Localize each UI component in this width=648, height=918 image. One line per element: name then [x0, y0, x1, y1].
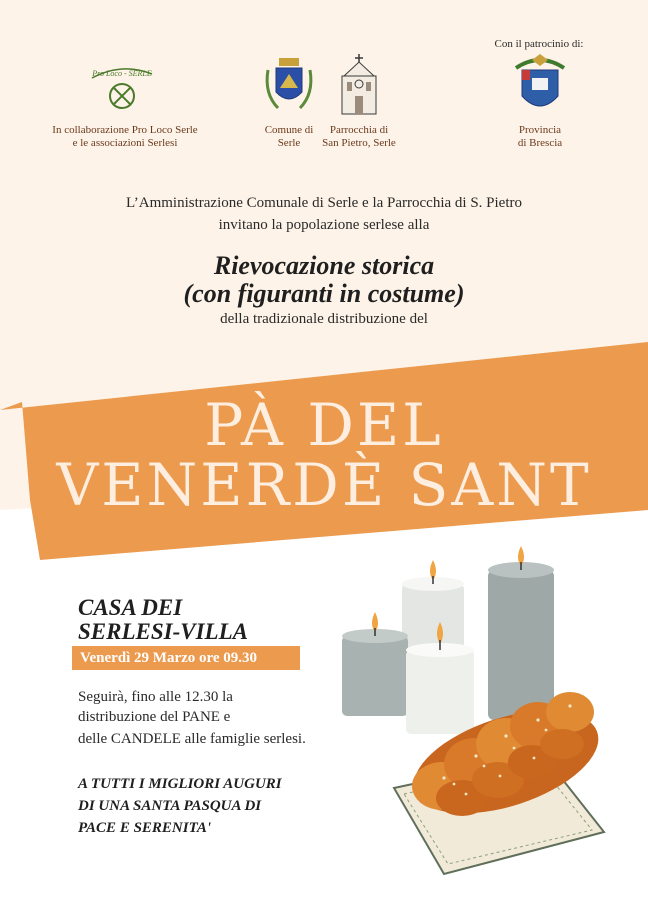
comune-credit	[258, 124, 320, 150]
parrocchia-credit-line1: Parrocchia di	[329, 124, 389, 136]
date-time-bar: Venerdì 29 Marzo ore 09.30	[72, 646, 300, 670]
provincia-credit	[494, 124, 586, 150]
comune-credit-line1: Comune di	[264, 124, 314, 136]
candle-tall-icon	[488, 546, 554, 720]
intro-line1: L’Amministrazione Comunale di Serle e la Parrocchia di S. Pietro	[125, 195, 523, 211]
provincia-credit-line2: di Brescia	[517, 137, 563, 149]
venue-line1: CASA DEI	[78, 595, 183, 620]
parrocchia-credit-line2: San Pietro, Serle	[322, 137, 396, 149]
parrocchia-credit	[314, 124, 404, 150]
proloco-credit-line2: e le associazioni Serlesi	[72, 137, 178, 149]
comune-credit-line2: Serle	[277, 137, 301, 149]
proloco-credit-line1: In collaborazione Pro Loco Serle	[52, 124, 198, 136]
proloco-credit	[40, 124, 210, 150]
wishes-line2: DI UNA SANTA PASQUA DI	[78, 798, 262, 814]
provincia-credit-line1: Provincia	[518, 124, 562, 136]
event-title-line1: Rievocazione storica	[213, 251, 435, 280]
intro-line2: invitano la popolazione serlese alla	[218, 217, 430, 233]
details-line2: distribuzione del PANE e	[78, 709, 231, 725]
details-line1: Seguirà, fino alle 12.30 la	[78, 689, 233, 705]
event-subtitle: della tradizionale distribuzione del	[220, 311, 428, 327]
comune-coat-of-arms-icon	[262, 52, 316, 114]
patronage-label: Con il patrocinio di:	[494, 38, 584, 50]
event-title-line2: (con figuranti in costume)	[183, 279, 465, 308]
main-title-line1: PÀ DEL	[204, 391, 444, 459]
wishes-line3: PACE E SERENITA'	[78, 820, 212, 836]
proloco-logo-text: Pro Loco - SERLE	[92, 69, 152, 78]
church-icon	[336, 52, 382, 116]
venue-line2: SERLESI-VILLA	[78, 619, 248, 644]
candle-small-icon	[342, 612, 408, 716]
provincia-crest-icon	[512, 52, 568, 118]
details-line3: delle CANDELE alle famiglie serlesi.	[78, 731, 306, 747]
wishes-line1: A TUTTI I MIGLIORI AUGURI	[78, 776, 282, 792]
main-title-line2: VENERDÈ SANT	[56, 451, 592, 519]
proloco-logo	[86, 56, 158, 116]
candles-bread-illustration	[334, 536, 634, 878]
